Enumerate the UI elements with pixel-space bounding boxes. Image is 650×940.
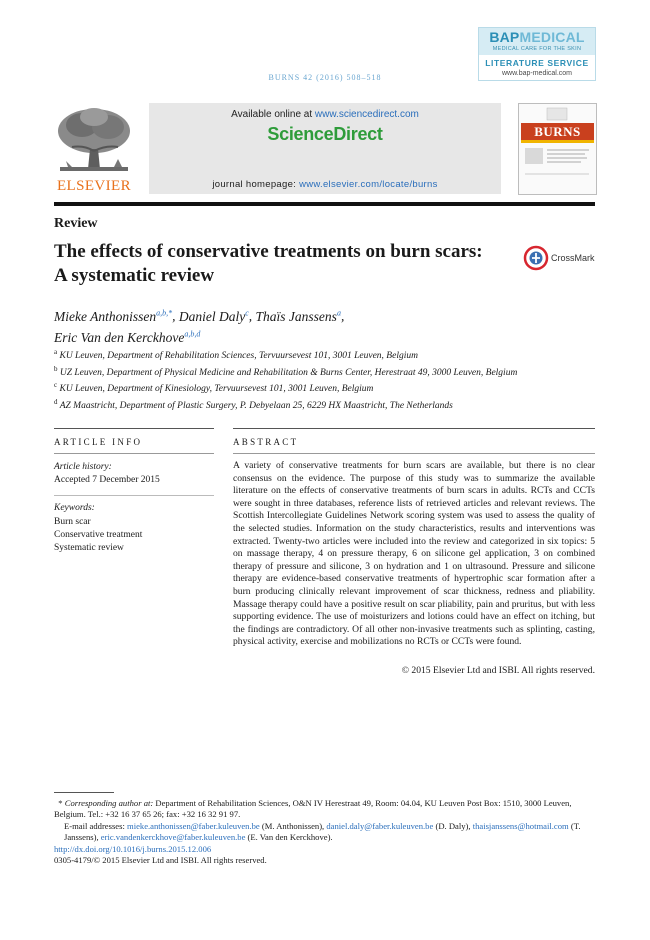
affiliation-key: d <box>54 397 58 406</box>
author-affil-sup[interactable]: c <box>245 308 249 317</box>
author-separator: , <box>248 308 256 324</box>
author-name: Eric Van den Kerckhove <box>54 330 185 345</box>
sciencedirect-logo: ScienceDirect <box>267 124 383 144</box>
affiliation-c <box>54 379 524 396</box>
journal-cover-art-icon <box>519 104 596 194</box>
author-affil-sup[interactable]: a <box>336 308 341 317</box>
bap-service: LITERATURE SERVICE <box>485 58 589 68</box>
author-4[interactable] <box>54 330 200 345</box>
corresponding-author-note <box>54 798 599 821</box>
issn-line: 0305-4179/© 2015 Elsevier Ltd and ISBI. All rights reserved. <box>54 855 267 866</box>
affiliation-list <box>54 346 524 413</box>
abstract-copyright: © 2015 Elsevier Ltd and ISBI. All rights reserved. <box>401 665 595 676</box>
journal-cover <box>518 103 597 195</box>
keyword-item: Burn scar <box>54 517 91 527</box>
email-owner: (E. Van den Kerckhove). <box>245 832 333 843</box>
affiliation-key: b <box>54 364 58 373</box>
elsevier-tree-icon <box>54 105 134 177</box>
email-addresses <box>54 821 599 844</box>
email-owner: (T. Janssens), <box>64 820 581 843</box>
corresponding-text: Department of Rehabilitation Sciences, O&N IV Herestraat 49, Room: 04.04, KU Leuven Post Box: 1510, 3000 Leuven, Belgium. Tel.: +32 16 37 65 26; fax: +32 16 32 91 97. <box>54 798 572 820</box>
footnotes <box>54 798 599 866</box>
elsevier-wordmark: ELSEVIER <box>56 178 132 194</box>
email-label: E-mail addresses: <box>64 820 125 831</box>
affiliation-b <box>54 363 524 380</box>
author-separator: , <box>340 308 345 324</box>
abstract-top-rule <box>233 428 595 429</box>
homepage-prefix: journal homepage: <box>212 179 300 190</box>
accepted-date: Accepted 7 December 2015 <box>54 475 160 485</box>
doi-line <box>54 844 599 855</box>
article-title: The effects of conservative treatments on burn scars: A systematic review <box>54 241 483 286</box>
bap-brand-a: BAP <box>489 29 520 45</box>
article-section: Review <box>54 216 98 231</box>
email-link[interactable]: daniel.daly@faber.kuleuven.be <box>326 820 434 831</box>
keyword-item: Systematic review <box>54 543 124 553</box>
doi-link[interactable]: http://dx.doi.org/10.1016/j.burns.2015.12.006 <box>54 843 212 854</box>
crossmark-label[interactable]: CrossMark <box>551 253 595 263</box>
sciencedirect-link[interactable]: www.sciencedirect.com <box>314 109 419 120</box>
author-name: Mieke Anthonissen <box>54 308 157 324</box>
keyword-list <box>54 516 142 555</box>
affiliation-d <box>54 396 524 413</box>
affiliation-a <box>54 346 524 363</box>
affiliation-key: c <box>54 381 58 390</box>
abstract-head-rule <box>233 453 595 454</box>
bap-brand-band <box>479 28 595 55</box>
header-divider <box>54 202 595 206</box>
article-info-head-rule <box>54 453 214 454</box>
available-prefix: Available online at <box>231 109 315 120</box>
author-name: Thaïs Janssens <box>255 308 337 324</box>
affiliation-text: AZ Maastricht, Department of Plastic Surgery, P. Debyelaan 25, 6229 HX Maastricht, The Netherlands <box>59 401 453 412</box>
journal-homepage-link[interactable]: www.elsevier.com/locate/burns <box>299 179 438 190</box>
email-link[interactable]: thaisjanssens@hotmail.com <box>472 820 569 831</box>
bap-brand <box>479 28 595 46</box>
journal-cover-title: BURNS <box>521 123 594 143</box>
keywords-label: Keywords: <box>54 503 95 513</box>
author-2[interactable] <box>179 309 249 324</box>
corresponding-label: Corresponding author at: <box>64 798 154 808</box>
email-owner: (M. Anthonissen), <box>259 820 327 831</box>
author-affil-sup[interactable]: a,b,* <box>156 308 173 317</box>
keyword-item: Conservative treatment <box>54 530 143 540</box>
sciencedirect-banner <box>149 103 501 194</box>
author-3[interactable] <box>256 309 341 324</box>
journal-homepage <box>149 179 501 190</box>
email-owner: (D. Daly), <box>433 820 471 831</box>
author-affil-sup[interactable]: a,b,d <box>184 329 201 339</box>
author-separator: , <box>172 308 179 324</box>
abstract-heading: ABSTRACT <box>233 437 299 447</box>
affiliation-text: KU Leuven, Department of Rehabilitation Sciences, Tervuursevest 101, 3001 Leuven, Belgium <box>59 351 418 362</box>
article-info-top-rule <box>54 428 214 429</box>
bap-url[interactable]: www.bap-medical.com <box>501 70 573 77</box>
article-history-label: Article history: <box>54 462 112 472</box>
author-name: Daniel Daly <box>178 308 246 324</box>
bap-tagline: MEDICAL CARE FOR THE SKIN <box>492 46 582 52</box>
email-link[interactable]: eric.vandenkerckhove@faber.kuleuven.be <box>100 832 246 843</box>
footnote-asterisk: * <box>54 798 65 808</box>
article-info-heading: ARTICLE INFO <box>54 437 143 447</box>
author-list <box>54 304 534 347</box>
affiliation-key: a <box>54 348 58 356</box>
email-link[interactable]: mieke.anthonissen@faber.kuleuven.be <box>127 820 260 831</box>
footnote-rule <box>54 792 114 793</box>
affiliation-text: KU Leuven, Department of Kinesiology, Tervuursevest 101, 3001 Leuven, Belgium <box>59 384 374 395</box>
history-rule <box>54 495 214 496</box>
abstract-text: A variety of conservative treatments for burn scars are available, but there is no clear consensus on the evidence. The purpose of this study was to summarize the available literature on the effects of conservative treatments of burn scars in adults. RCTs and CCTs were sought in three databases, reference lists of retrieved articles and relevant reviews. The Scottish Intercollegiate Guidelines Network scoring system was used to assess the quality of the selected studies. Information on the study characteristics, results and interventions was extracted. Twenty-two articles were included into the review and categorized in six topics: 5 on massage therapy, 4 on pressure therapy, 6 on silicone gel application, 3 on combined therapy of pressure and silicone, 3 on hydration and 1 on ultrasound. Pressure and silicone therapy are evidence-based conservative treatments of hypertrophic scar formation after a burn producing clinically relevant improvement of scar thickness, redness and pliability. Massage therapy could have a positive result on scar pliability, pain and pruritus, but with less supporting evidence. The use of moisturizers and lotions could have an effect on itching, but the findings are contradictory. Of all other non-invasive treatments such as splinting, casting, physical activity, exercise and mobilizations no RCTs or CCTs were found. <box>233 460 595 648</box>
journal-citation: BURNS 42 (2016) 508–518 <box>268 73 382 82</box>
bap-brand-b: MEDICAL <box>519 29 585 45</box>
affiliation-text: UZ Leuven, Department of Physical Medicine and Rehabilitation & Burns Center, Herestraat 49, 3000 Leuven, Belgium <box>59 367 518 378</box>
author-1[interactable] <box>54 309 172 324</box>
available-online <box>149 109 501 120</box>
